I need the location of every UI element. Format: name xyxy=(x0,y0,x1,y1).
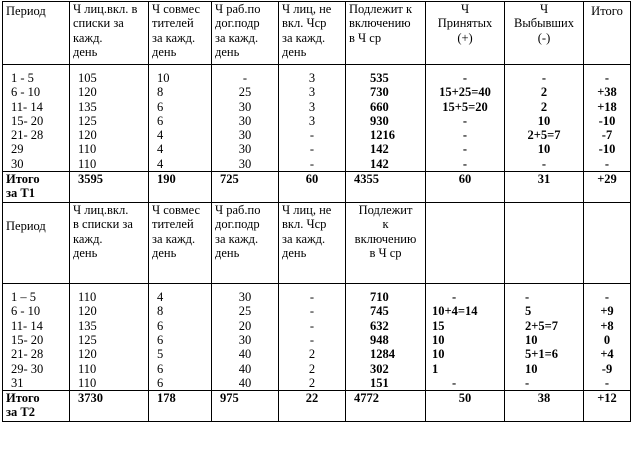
t2-total-row xyxy=(3,391,631,422)
t1-header-row xyxy=(3,2,631,65)
t1-header-excluded: Ч лиц, не вкл. Чср за кажд. день xyxy=(279,2,346,65)
t1-col-total: - +38 +18 -10 -7 -10 - xyxy=(584,65,631,172)
t2-col-left: - 5 2+5=7 10 5+1=6 10 - xyxy=(505,284,584,391)
t1-col-contractors: - 25 30 30 30 30 30 xyxy=(212,65,279,172)
t2-total-hired: 50 xyxy=(426,391,505,422)
t1-data-block xyxy=(3,65,631,172)
t1-col-to-include: 535 730 660 930 1216 142 142 xyxy=(346,65,426,172)
t2-col-to-include: 710 745 632 948 1284 302 151 xyxy=(346,284,426,391)
t2-data-block xyxy=(3,284,631,391)
t2-header-part-timers: Ч совмес тителей за кажд. день xyxy=(149,203,212,284)
t2-col-hired: - 10+4=14 15 10 10 1 - xyxy=(426,284,505,391)
t1-total-contractors: 725 xyxy=(212,172,279,203)
t2-header-row xyxy=(3,203,631,284)
t1-col-excluded: 3 3 3 3 - - - xyxy=(279,65,346,172)
headcount-table xyxy=(2,1,631,422)
t2-col-period: 1 – 5 6 - 10 11- 14 15- 20 21- 28 29- 30 31 xyxy=(3,284,70,391)
t1-col-hired: - 15+25=40 15+5=20 - - - - xyxy=(426,65,505,172)
t1-header-part-timers: Ч совмес тителей за кажд. день xyxy=(149,2,212,65)
t1-col-in-lists: 105 120 135 125 120 110 110 xyxy=(70,65,149,172)
t1-col-period: 1 - 5 6 - 10 11- 14 15- 20 21- 28 29 30 xyxy=(3,65,70,172)
t2-header-in-lists: Ч лиц.вкл. в списки за кажд. день xyxy=(70,203,149,284)
t1-total-row xyxy=(3,172,631,203)
t1-total-left: 31 xyxy=(505,172,584,203)
t2-total-contractors: 975 xyxy=(212,391,279,422)
t1-header-period: Период xyxy=(3,2,70,65)
t2-col-in-lists: 110 120 135 125 120 110 110 xyxy=(70,284,149,391)
t1-total-label: Итого за Т1 xyxy=(3,172,70,203)
document-page xyxy=(2,1,631,422)
t2-header-period: Период xyxy=(3,203,70,284)
t2-total-to-include: 4772 xyxy=(346,391,426,422)
t2-total-label: Итого за Т2 xyxy=(3,391,70,422)
t1-header-hired: Ч Принятых (+) xyxy=(426,2,505,65)
t2-total-in-lists: 3730 xyxy=(70,391,149,422)
t2-header-to-include: Подлежит к включению в Ч ср xyxy=(346,203,426,284)
t1-header-in-lists: Ч лиц.вкл. в списки за кажд. день xyxy=(70,2,149,65)
t1-header-contractors: Ч раб.по дог.подр за кажд. день xyxy=(212,2,279,65)
t1-total-in-lists: 3595 xyxy=(70,172,149,203)
t1-col-part-timers: 10 8 6 6 4 4 4 xyxy=(149,65,212,172)
t2-header-contractors: Ч раб.по дог.подр за кажд. день xyxy=(212,203,279,284)
t2-col-total: - +9 +8 0 +4 -9 - xyxy=(584,284,631,391)
t1-header-left: Ч Выбывших (-) xyxy=(505,2,584,65)
t2-total-total: +12 xyxy=(584,391,631,422)
t2-header-blank-3 xyxy=(584,203,631,284)
t1-total-total: +29 xyxy=(584,172,631,203)
t1-total-part-timers: 190 xyxy=(149,172,212,203)
t1-col-left: - 2 2 10 2+5=7 10 - xyxy=(505,65,584,172)
t1-header-total: Итого xyxy=(584,2,631,65)
t2-total-left: 38 xyxy=(505,391,584,422)
t2-col-part-timers: 4 8 6 6 5 6 6 xyxy=(149,284,212,391)
t2-header-excluded: Ч лиц, не вкл. Чср за кажд. день xyxy=(279,203,346,284)
t2-total-excluded: 22 xyxy=(279,391,346,422)
t2-header-blank-1 xyxy=(426,203,505,284)
t2-total-part-timers: 178 xyxy=(149,391,212,422)
t2-col-contractors: 30 25 20 30 40 40 40 xyxy=(212,284,279,391)
t2-col-excluded: - - - - 2 2 2 xyxy=(279,284,346,391)
t2-header-blank-2 xyxy=(505,203,584,284)
t1-total-excluded: 60 xyxy=(279,172,346,203)
t1-total-hired: 60 xyxy=(426,172,505,203)
t1-total-to-include: 4355 xyxy=(346,172,426,203)
t1-header-to-include: Подлежит к включению в Ч ср xyxy=(346,2,426,65)
